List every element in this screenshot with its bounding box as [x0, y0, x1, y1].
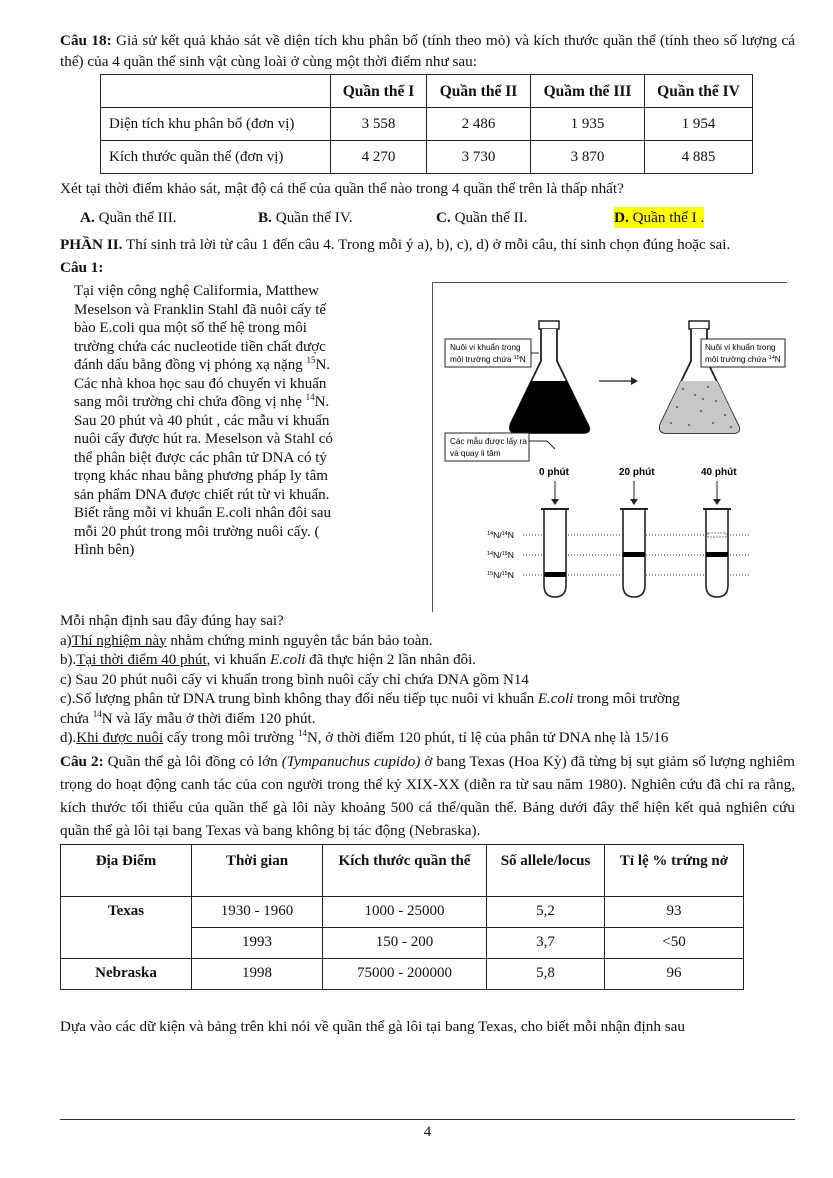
option-text: Quần thể II. — [450, 209, 528, 226]
box-sample-line1: Các mẫu được lấy ra — [450, 437, 527, 446]
c1-line: trường chứa các nucleotide tiền chất được — [74, 338, 326, 355]
time-20: 20 phút — [619, 467, 655, 478]
stmt-text: chứa — [60, 710, 93, 727]
statement-c2-line2 — [60, 710, 795, 730]
c1-line: Các nhà khoa học sau đó chuyển vi khuẩn — [74, 375, 327, 392]
c1-line: sản phẩm DNA được chiết rút từ vi khuẩn. — [74, 486, 330, 503]
c2-cell: 1993 — [192, 927, 323, 958]
q18-option-c[interactable] — [436, 207, 614, 228]
c2-text: Quần thể gà lôi đồng cỏ lớn — [103, 752, 282, 770]
c2-cell: 1930 - 1960 — [192, 896, 323, 927]
q18-options — [80, 207, 795, 228]
flask-15n-icon — [510, 321, 589, 433]
option-text: Quần thể IV. — [271, 209, 353, 226]
option-letter: C. — [436, 209, 451, 226]
c1-line: Tại viện công nghệ Califormia, Matthew — [74, 283, 319, 299]
c1-label — [60, 257, 795, 278]
q18-cell: 4 270 — [331, 141, 427, 174]
c2-text: ở bang Texas (Hoa Kỳ) đã từng bị sụt giảm số lượng nghiêm trọng do hoạt động canh tác của con người trong thế kỷ XIX-XX (diễn ra từ sau năm 1980). Nghiên cứu đã chỉ ra rằng, kích thước tối thiểu của quần thể gà lôi này khoảng 500 cá thể/quần thể. Bảng dưới đây thể hiện kết quả nghiên cứu quần thể gà lôi tại bang Texas và bang không bị tác động (Nebraska). — [60, 752, 795, 839]
q18-cell: 1 935 — [531, 108, 645, 141]
statement-b — [60, 651, 795, 671]
option-letter: D. — [614, 209, 629, 226]
stmt-underlined: Thí nghiệm này — [71, 632, 167, 649]
stmt-text: đã thực hiện 2 lần nhân đôi. — [305, 652, 476, 668]
q18-stem-text: Giả sử kết quả khảo sát về diện tích khu phân bố (tính theo mỏ) và kích thước quần thể (tính theo số lượng cá thể) của 4 quần thể sinh vật cùng loài ở cùng một thời điểm như sau: — [60, 32, 796, 70]
stmt-text: trong môi trường — [573, 691, 680, 707]
c2-cell: 75000 - 200000 — [323, 958, 487, 989]
box-right-line2: môi trường chứa $^{14}$N — [705, 355, 781, 364]
part2-label: PHẦN II. — [60, 236, 123, 253]
box-sample-line2: và quay li tâm — [450, 449, 501, 458]
c2-cell: 1000 - 25000 — [323, 896, 487, 927]
table-row — [61, 896, 744, 927]
q18-cell: 2 486 — [427, 108, 531, 141]
c2-cell: 3,7 — [487, 927, 605, 958]
stmt-prefix: d). — [60, 730, 77, 746]
statement-c1: c) Sau 20 phút nuôi cấy vi khuẩn trong bình nuôi cấy chỉ chứa DNA gồm N14 — [60, 671, 529, 688]
q18-cell: 1 954 — [645, 108, 753, 141]
c2-cell: 5,8 — [487, 958, 605, 989]
q18-th-4: Quần thể IV — [645, 75, 753, 108]
c1-line: Meselson và Franklin Stahl đã nuôi cấy tế — [74, 301, 327, 318]
q18-cell: 3 870 — [531, 141, 645, 174]
c2-cell: <50 — [605, 927, 744, 958]
c2-place-texas: Texas — [61, 896, 192, 958]
q18-table-header — [101, 75, 753, 108]
box-left-line2: môi trường chứa $^{15}$N — [450, 355, 526, 364]
time-0: 0 phút — [539, 467, 569, 478]
transfer-arrow-icon — [599, 377, 638, 385]
q18-stem — [60, 30, 795, 72]
page-content — [60, 30, 795, 1039]
stmt-prefix: b). — [60, 652, 77, 668]
c2-species: (Tympanuchus cupido) — [281, 752, 421, 770]
c2-cell: 93 — [605, 896, 744, 927]
q18-cell: Kích thước quần thể (đơn vị) — [101, 141, 331, 174]
band-label-light: $^{14}$N/$^{14}$N — [487, 530, 514, 540]
c1-text — [74, 282, 380, 560]
c1-line: đánh dấu bằng đồng vị phóng xạ nặng $^{15}$N. — [74, 355, 331, 373]
q18-question: Xét tại thời điểm khảo sát, mật độ cá thể của quần thể nào trong 4 quần thể trên là thấp nhất? — [60, 180, 624, 197]
figure-svg — [433, 283, 788, 613]
statement-a — [60, 632, 795, 652]
stmt-underlined: Khi được nuôi — [76, 730, 164, 746]
stmt-italic: E.coli — [270, 652, 306, 668]
statement-c2 — [60, 690, 795, 710]
c2-stem — [60, 750, 795, 842]
c1-line: trọng khác nhau bằng phương pháp ly tâm — [74, 468, 328, 484]
statement-d — [60, 729, 795, 749]
option-text: Quần thể I . — [628, 209, 705, 226]
stmt-text: , vi khuẩn — [206, 652, 270, 668]
box-left-line1: Nuôi vi khuẩn trong — [450, 343, 521, 352]
q18-cell: 4 885 — [645, 141, 753, 174]
c1-line: sang môi trường chỉ chứa đồng vị nhẹ $^{14}$N. — [74, 392, 330, 410]
c2-label: Câu 2: — [60, 752, 104, 770]
c2-th: Số allele/locus — [487, 844, 605, 896]
c2-cell: 1998 — [192, 958, 323, 989]
table-row — [61, 958, 744, 989]
meselson-stahl-figure — [432, 282, 787, 612]
q18-cell: 3 558 — [331, 108, 427, 141]
c1-intro: Mỗi nhận định sau đây đúng hay sai? — [60, 613, 284, 629]
stmt-text: nhằm chứng minh nguyên tắc bán bảo toàn. — [166, 632, 433, 649]
part2-instruction — [60, 234, 795, 255]
band-label-hybrid: $^{14}$N/$^{15}$N — [487, 550, 514, 560]
box-right-line1: Nuôi vi khuẩn trong — [705, 343, 776, 352]
c2-table-header — [61, 844, 744, 896]
stmt-sup: 14 — [92, 708, 102, 719]
q18-table — [100, 74, 753, 174]
q18-cell: Diện tích khu phân bố (đơn vị) — [101, 108, 331, 141]
flask-14n-icon — [660, 321, 739, 433]
time-40: 40 phút — [701, 467, 737, 478]
q18-label: Câu 18: — [60, 32, 112, 49]
q18-th-2: Quần thể II — [427, 75, 531, 108]
c2-th: Kích thước quần thể — [323, 844, 487, 896]
tube-0min-icon — [541, 509, 569, 597]
c2-th: Thời gian — [192, 844, 323, 896]
c2-cell: 5,2 — [487, 896, 605, 927]
band-label-heavy: $^{15}$N/$^{15}$N — [487, 570, 514, 580]
q18-option-d[interactable] — [614, 207, 704, 228]
down-arrow-icon — [551, 481, 721, 505]
page-footer — [60, 1119, 795, 1143]
stmt-sup: 14 — [297, 728, 307, 738]
tube-20min-icon — [620, 509, 648, 597]
c1-line: bào E.coli qua một số thế hệ trong môi — [74, 320, 307, 336]
c1-line: Biết rằng mỗi vi khuẩn E.coli nhân đôi sau — [74, 505, 332, 521]
c1-line: nuôi cấy được hút ra. Meselson và Stahl có — [74, 431, 333, 447]
table-row — [101, 141, 753, 174]
q18-th-0 — [101, 75, 331, 108]
table-row — [101, 108, 753, 141]
q18-option-b[interactable] — [258, 207, 436, 228]
c1-block — [60, 282, 795, 612]
c2-table — [60, 844, 744, 990]
c1-line: mỗi 20 phút trong môi trường nuôi cấy. ( — [74, 523, 320, 540]
stmt-prefix: a) — [60, 632, 72, 649]
option-letter: B. — [258, 209, 272, 226]
c2-place-nebraska: Nebraska — [61, 958, 192, 989]
stmt-underlined: Tại thời điểm 40 phút — [76, 652, 207, 668]
option-letter: A. — [80, 209, 95, 226]
tube-40min-icon — [703, 509, 731, 597]
q18-th-3: Quầm thể III — [531, 75, 645, 108]
stmt-text: N, ở thời điểm 120 phút, tỉ lệ của phân tử DNA nhẹ là 15/16 — [306, 730, 669, 746]
stmt-text: cấy trong môi trường — [163, 730, 298, 746]
c1-line: Sau 20 phút và 40 phút , các mẫu vi khuẩn — [74, 412, 330, 429]
part2-text: Thí sinh trả lời từ câu 1 đến câu 4. Trong mỗi ý a), b), c), d) ở mỗi câu, thí sinh chọn đúng hoặc sai. — [122, 236, 731, 253]
page-number: 4 — [423, 1124, 432, 1140]
stmt-text: c).Số lượng phân tử DNA trung bình không thay đổi nếu tiếp tục nuôi vi khuẩn — [60, 691, 538, 707]
c2-th: Địa Điểm — [61, 844, 192, 896]
stmt-italic: E.coli — [537, 691, 574, 707]
c2-th: Tỉ lệ % trứng nở — [605, 844, 744, 896]
q18-cell: 3 730 — [427, 141, 531, 174]
c2-cell: 150 - 200 — [323, 927, 487, 958]
c1-line: Hình bên) — [74, 542, 135, 558]
c1-statements — [60, 612, 795, 749]
q18-th-1: Quần thể I — [331, 75, 427, 108]
q18-option-a[interactable] — [80, 207, 258, 228]
option-text: Quần thể III. — [94, 209, 177, 226]
c2-cell: 96 — [605, 958, 744, 989]
c1-label-text: Câu 1: — [60, 259, 104, 276]
c1-line: thể phân biệt được các phân tử DNA có tỷ — [74, 449, 327, 466]
stmt-text: N và lấy mẫu ở thời điểm 120 phút. — [101, 710, 316, 727]
c2-tail: Dựa vào các dữ kiện và bảng trên khi nói về quần thể gà lôi tại bang Texas, cho biết mỗi nhận định sau — [60, 1017, 685, 1035]
